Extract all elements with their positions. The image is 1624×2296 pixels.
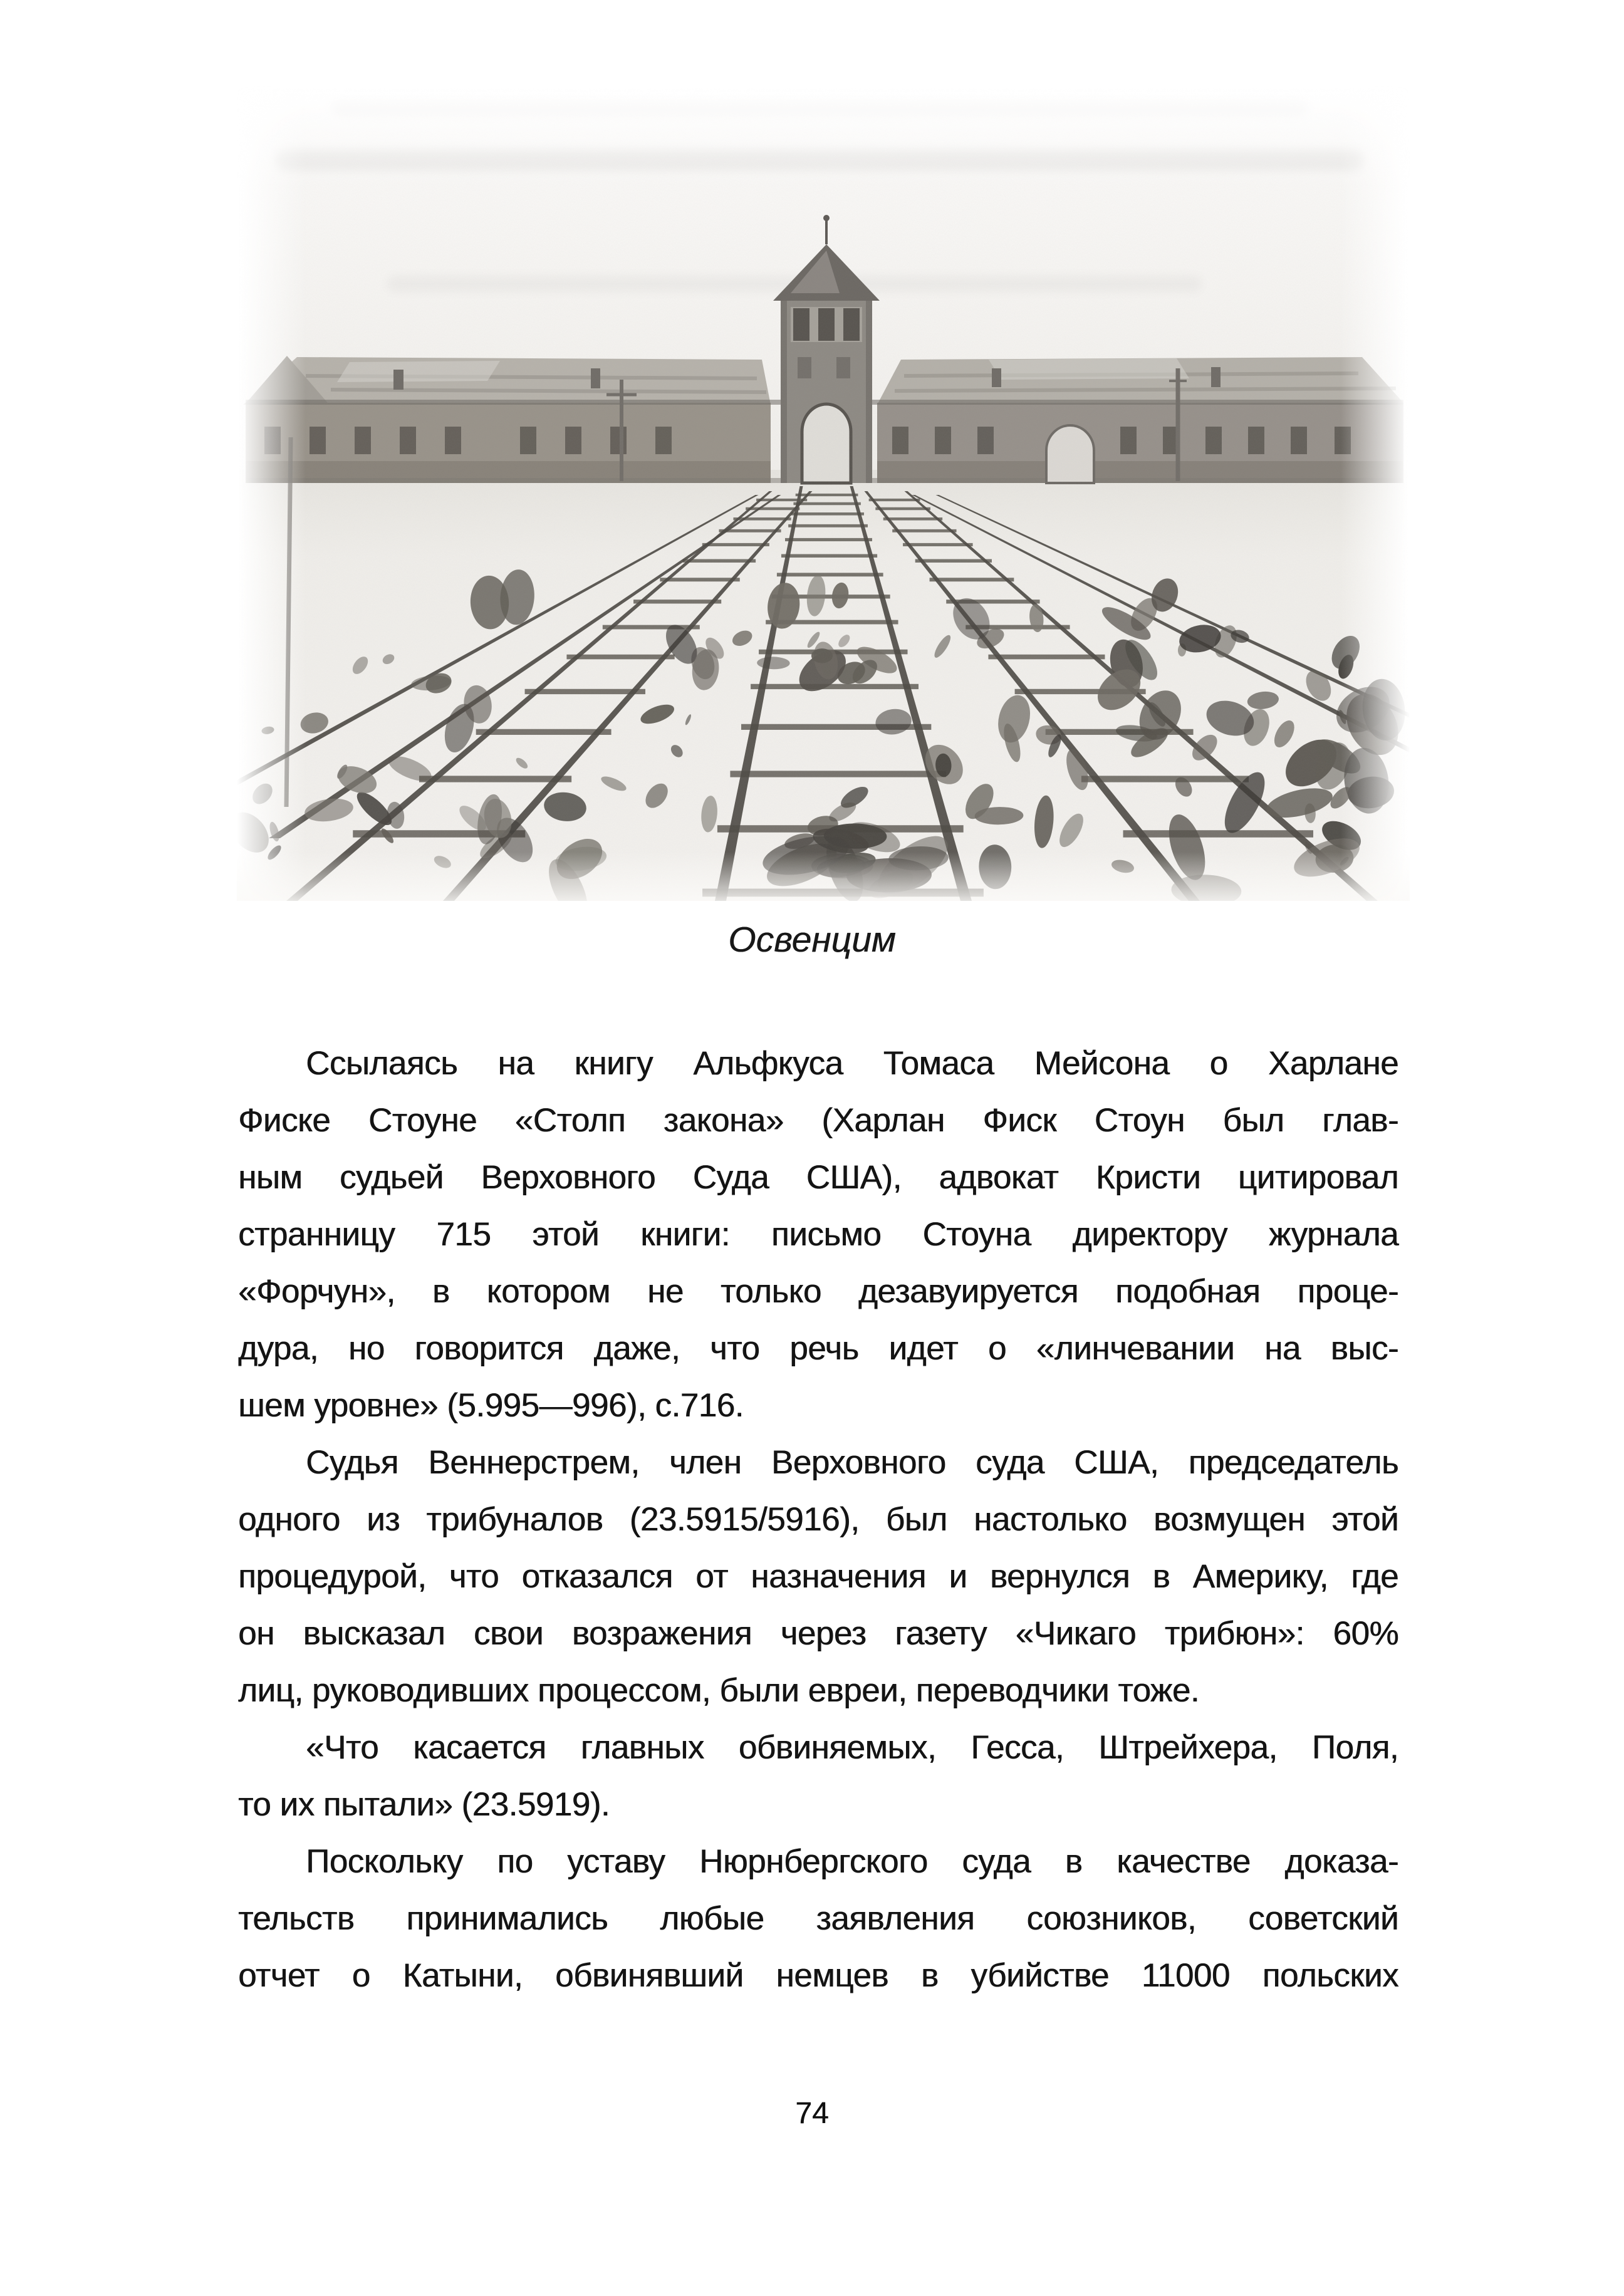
page-number: 74 xyxy=(795,2097,829,2130)
paragraph-3 xyxy=(238,1719,1398,1833)
paragraph-4 xyxy=(238,1833,1398,2004)
text-line: странницу 715 этой книги: письмо Стоуна директору журнала xyxy=(238,1216,1398,1253)
body-text xyxy=(238,1035,1398,2004)
text-line: лиц, руководивших процессом, были евреи, переводчики тоже. xyxy=(238,1672,1199,1709)
text-line: «Что касается главных обвиняемых, Гесса, Штрейхера, Поля, xyxy=(306,1729,1398,1766)
text-line: ным судьей Верховного Суда США), адвокат Кристи цитировал xyxy=(238,1159,1398,1196)
text-line: дура, но говорится даже, что речь идет о «линчевании на выс- xyxy=(238,1330,1398,1367)
text-line: то их пытали» (23.5919). xyxy=(238,1786,610,1823)
text-line: одного из трибуналов (23.5915/5916), был настолько возмущен этой xyxy=(238,1501,1398,1538)
photo-caption: Освенцим xyxy=(728,920,896,960)
text-line: процедурой, что отказался от назначения и вернулся в Америку, где xyxy=(238,1558,1398,1595)
film-grain xyxy=(237,86,1410,901)
photo-scene xyxy=(237,86,1410,901)
text-line: Фиске Стоуне «Столп закона» (Харлан Фиск Стоун был глав- xyxy=(238,1102,1398,1139)
text-line: он высказал свои возражения через газету «Чикаго трибюн»: 60% xyxy=(238,1615,1398,1652)
text-line: отчет о Катыни, обвинявший немцев в убийстве 11000 польских xyxy=(238,1957,1398,1994)
text-line: Ссылаясь на книгу Альфкуса Томаса Мейсона о Харлане xyxy=(306,1045,1398,1082)
text-line: Поскольку по уставу Нюрнбергского суда в качестве доказа- xyxy=(306,1843,1398,1880)
text-line: шем уровне» (5.995—996), с.716. xyxy=(238,1387,744,1424)
text-line: «Форчун», в котором не только дезавуируется подобная проце- xyxy=(238,1273,1398,1310)
text-line: тельств принимались любые заявления союзников, советский xyxy=(238,1900,1398,1937)
auschwitz-gate-photo xyxy=(237,86,1410,901)
paragraph-2 xyxy=(238,1434,1398,1719)
text-line: Судья Веннерстрем, член Верховного суда США, председатель xyxy=(306,1444,1398,1481)
paragraph-1 xyxy=(238,1035,1398,1434)
